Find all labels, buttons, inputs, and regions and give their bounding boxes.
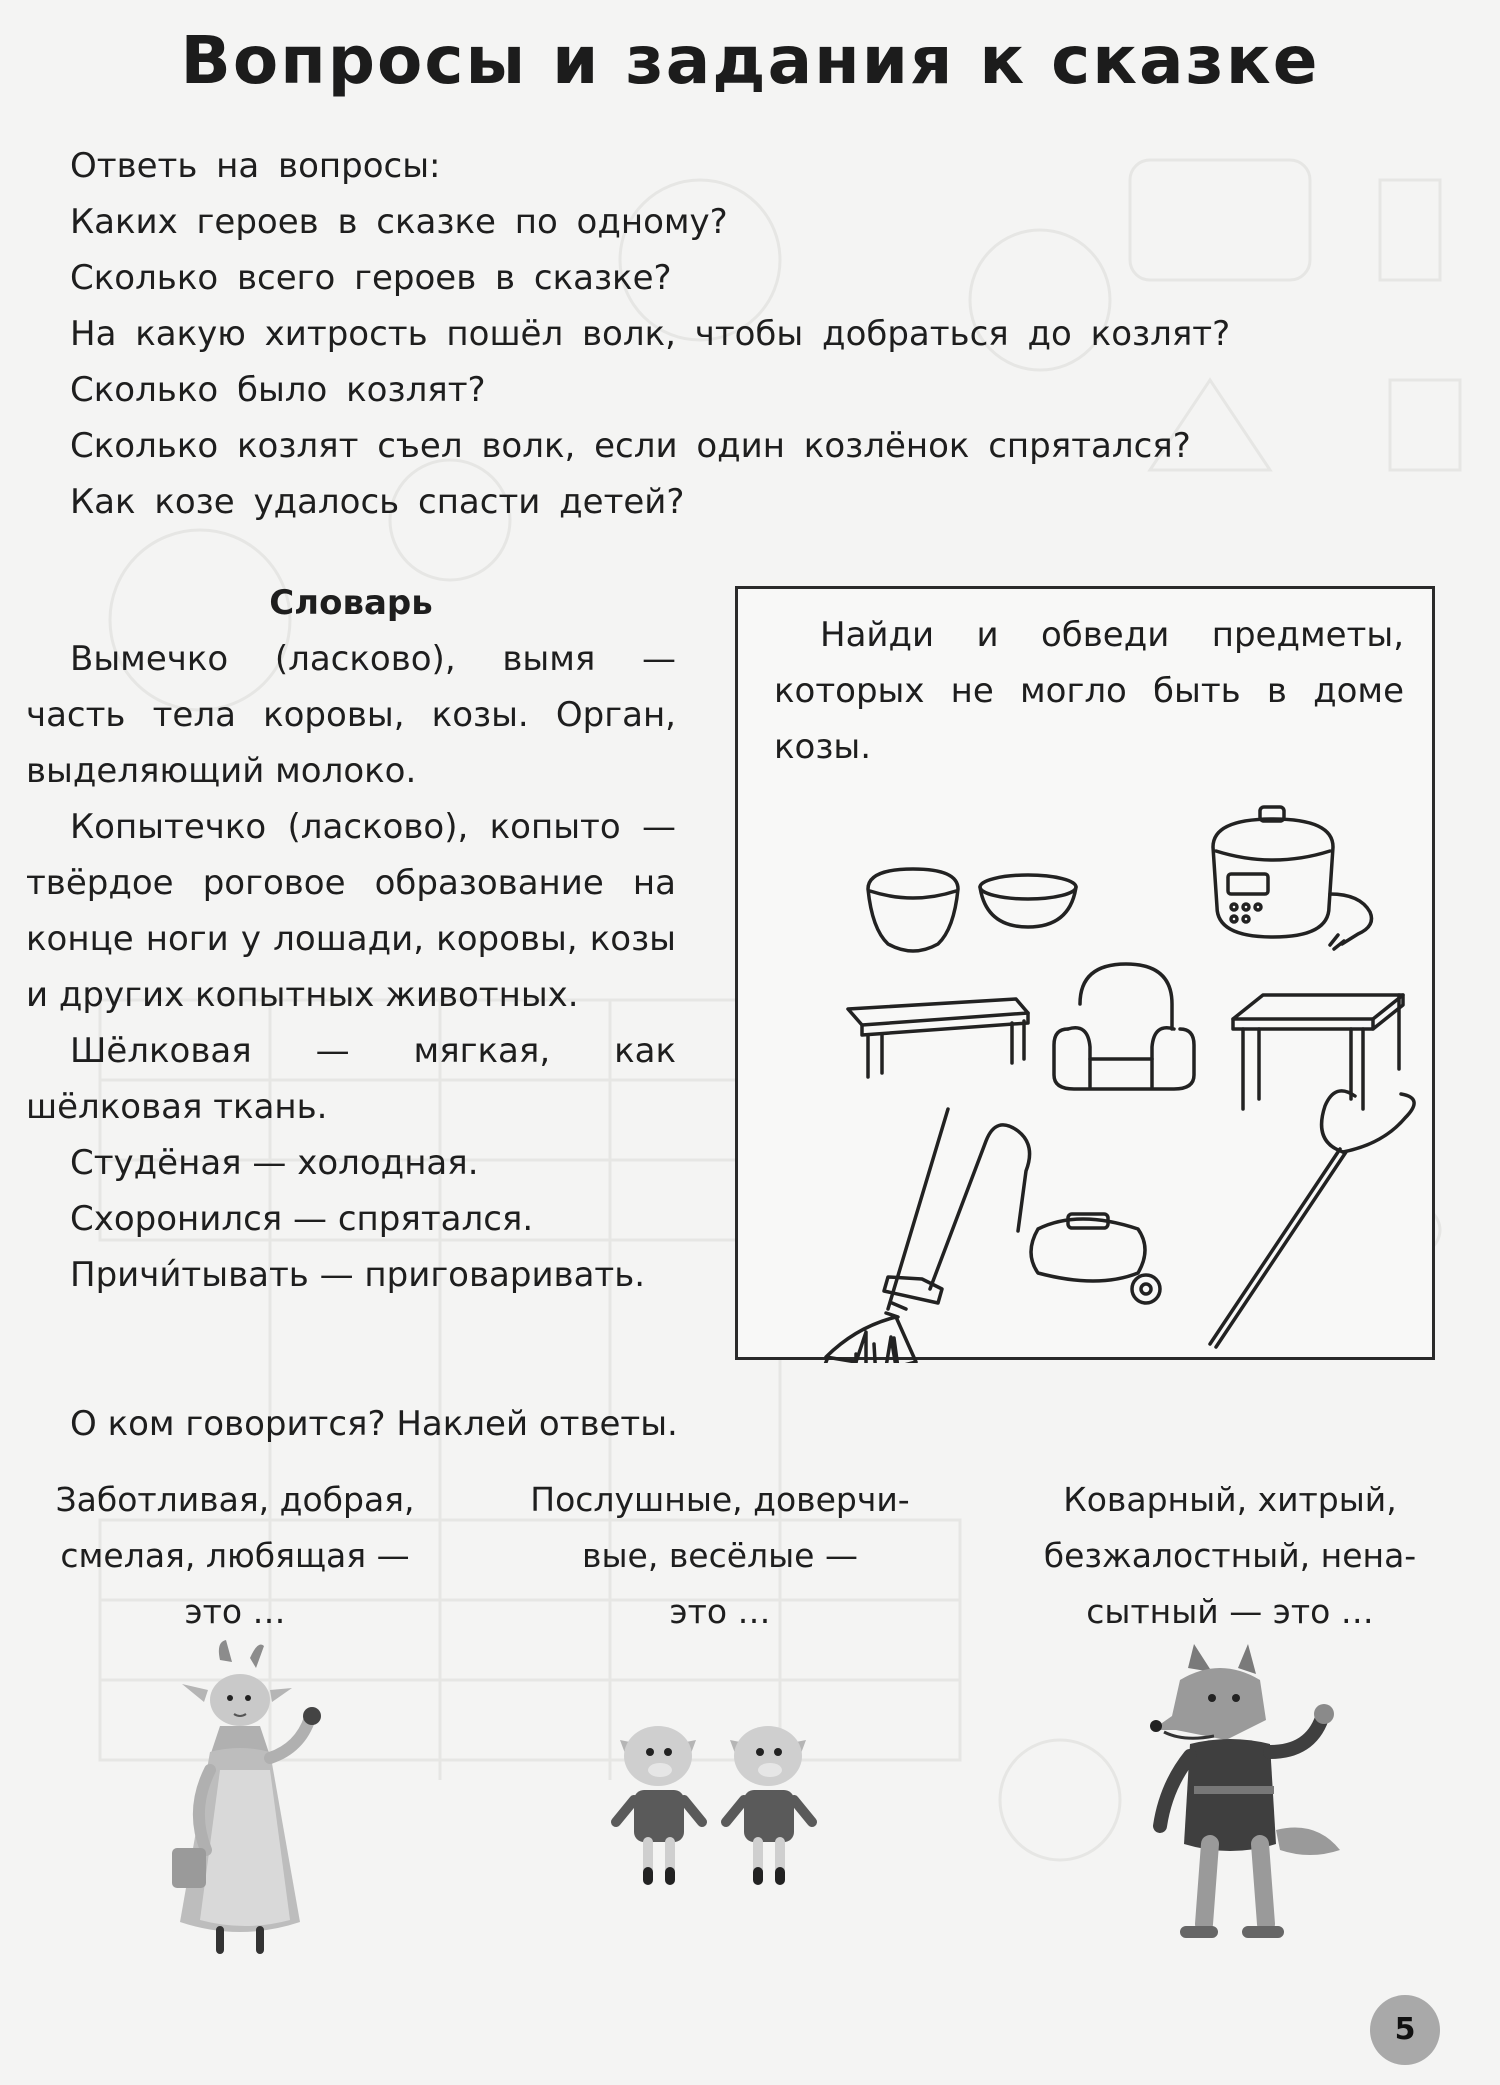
dictionary-entry: Шёлковая — мягкая, как шёлковая ткань. [26, 1031, 676, 1127]
oven-fork-icon[interactable] [1208, 1091, 1414, 1349]
dictionary-entry: Схоронился — спрятался. [70, 1199, 534, 1239]
page-number: 5 [1370, 1995, 1440, 2065]
dictionary-entry: Копытечко (ласково), копыто — твёрдое роговое образование на конце ноги у лошади, коровы, козы и других копытных животных. [26, 807, 676, 1015]
question-item: На какую хитрость пошёл волк, чтобы добраться до козлят? [70, 314, 1231, 354]
stickers-prompt: О ком говорится? Наклей ответы. [70, 1404, 678, 1444]
goat-kids-icon [610, 1700, 850, 1920]
answer-line: безжалостный, нена- [1043, 1536, 1417, 1575]
answer-line: Послушные, доверчи- [530, 1480, 910, 1519]
question-item: Как козе удалось спасти детей? [70, 482, 685, 522]
dictionary-entry: Студёная — холодная. [70, 1143, 479, 1183]
dictionary-block [26, 575, 676, 1303]
answer-line: это … [669, 1592, 771, 1631]
multicooker-icon[interactable] [1213, 807, 1372, 949]
questions-block [70, 138, 1230, 530]
questions-intro: Ответь на вопросы: [70, 146, 441, 186]
dictionary-title: Словарь [269, 583, 433, 623]
answer-line: вые, весёлые — [582, 1536, 858, 1575]
answer-card-kids [500, 1472, 940, 1640]
question-item: Сколько было козлят? [70, 370, 486, 410]
dictionary-entry: Вымечко (ласково), вымя — часть тела коровы, козы. Орган, выделяющий молоко. [26, 639, 676, 791]
task-instruction: Найди и обведи предметы, которых не могло быть в доме козы. [774, 615, 1404, 767]
answer-line: Коварный, хитрый, [1063, 1480, 1397, 1519]
broom-icon[interactable] [818, 1109, 948, 1363]
vacuum-cleaner-icon[interactable] [884, 1125, 1160, 1303]
answer-line: смелая, любящая — [60, 1536, 410, 1575]
armchair-icon[interactable] [1054, 964, 1194, 1089]
answer-card-goat [20, 1472, 450, 1640]
table-icon[interactable] [1233, 995, 1403, 1109]
question-item: Сколько козлят съел волк, если один козлёнок спрятался? [70, 426, 1191, 466]
pot-icon[interactable] [868, 869, 958, 951]
question-item: Сколько всего героев в сказке? [70, 258, 672, 298]
question-item: Каких героев в сказке по одному? [70, 202, 728, 242]
answer-line: Заботливая, добрая, [55, 1480, 415, 1519]
bench-icon[interactable] [848, 999, 1028, 1077]
dictionary-entry: Причи́тывать — приговаривать. [70, 1255, 646, 1295]
find-objects-task-box [735, 586, 1435, 1360]
page-title: Вопросы и задания к сказке [180, 22, 1320, 99]
wolf-icon [1120, 1640, 1350, 1960]
objects-illustration [738, 589, 1438, 1363]
answer-line: это … [184, 1592, 286, 1631]
answer-line: сытный — это … [1086, 1592, 1374, 1631]
answer-card-wolf [1010, 1472, 1450, 1640]
bowl-icon[interactable] [980, 875, 1076, 927]
mother-goat-icon [150, 1640, 350, 1960]
